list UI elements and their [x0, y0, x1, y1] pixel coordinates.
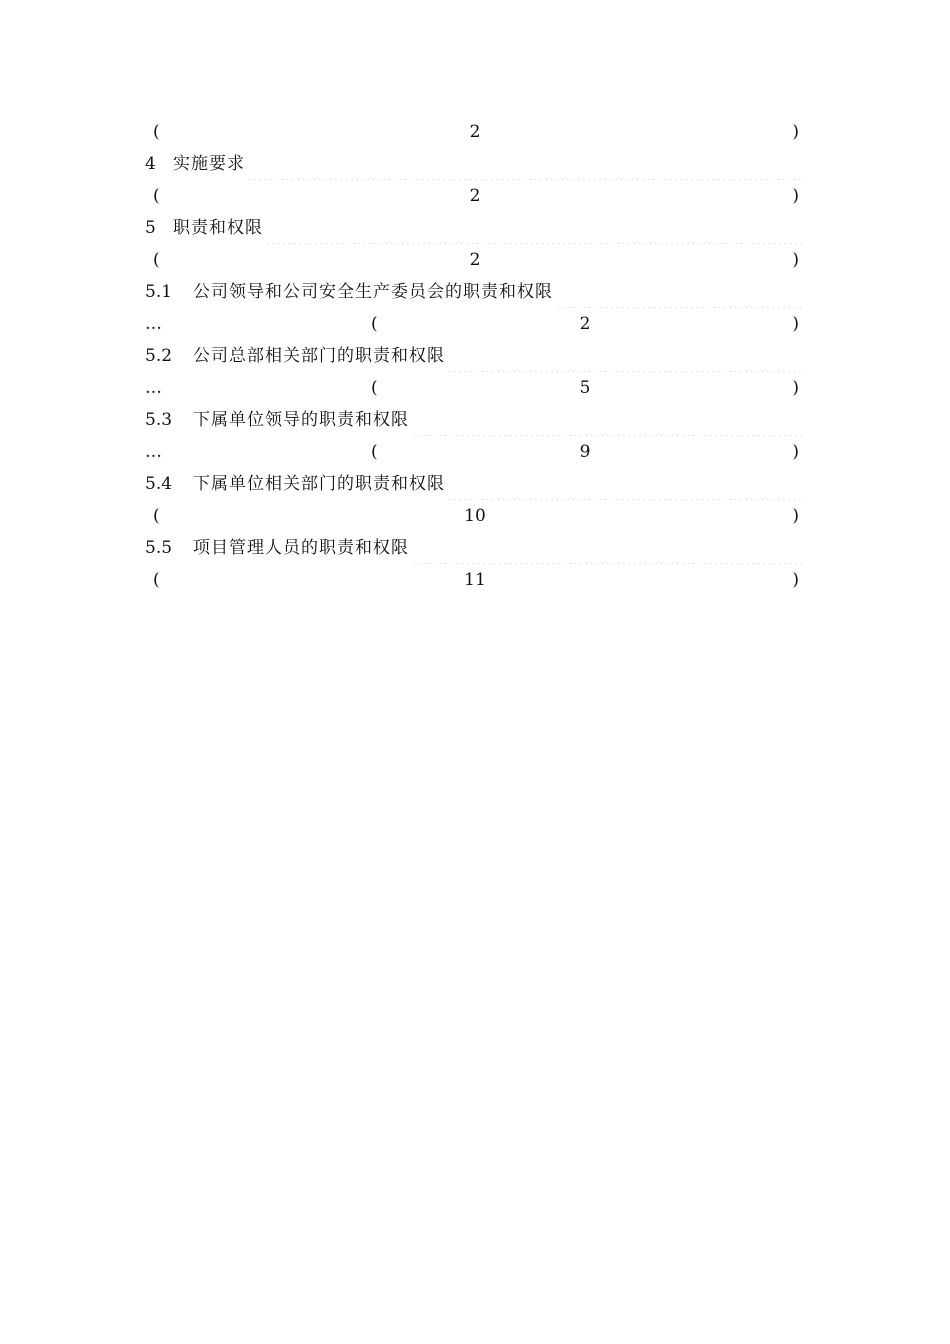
section-number: 4	[145, 154, 156, 174]
close-paren: )	[792, 506, 799, 526]
toc-entry-5-1[interactable]	[145, 276, 805, 308]
page-number: 2	[579, 314, 591, 334]
section-number: 5	[145, 218, 156, 238]
page-number: 2	[469, 250, 481, 270]
toc-page-line	[145, 372, 805, 404]
leader-overflow: …	[145, 378, 160, 398]
section-number: 5.5	[145, 538, 173, 558]
toc-entry-5-4[interactable]	[145, 468, 805, 500]
page-number: 2	[469, 186, 481, 206]
page-number: 2	[469, 122, 481, 142]
section-title: 公司领导和公司安全生产委员会的职责和权限	[193, 282, 553, 302]
section-title: 下属单位相关部门的职责和权限	[193, 474, 445, 494]
section-title: 实施要求	[173, 154, 245, 174]
section-number: 5.2	[145, 346, 173, 366]
close-paren: )	[792, 378, 799, 398]
section-number: 5.1	[145, 282, 173, 302]
toc-entry-5-3[interactable]	[145, 404, 805, 436]
leader-overflow: …	[145, 442, 160, 462]
section-title: 职责和权限	[173, 218, 263, 238]
open-paren: (	[371, 442, 378, 462]
page-number: 5	[579, 378, 591, 398]
open-paren: (	[153, 570, 160, 590]
dot-leader	[447, 340, 805, 372]
toc-entry-5-2[interactable]	[145, 340, 805, 372]
leader-overflow: …	[145, 314, 160, 334]
dot-leader	[447, 468, 805, 500]
close-paren: )	[792, 314, 799, 334]
close-paren: )	[792, 250, 799, 270]
close-paren: )	[792, 122, 799, 142]
section-title: 公司总部相关部门的职责和权限	[193, 346, 445, 366]
page-number: 10	[464, 506, 486, 526]
page-number: 9	[579, 442, 591, 462]
toc-page-line	[145, 116, 805, 148]
toc-page-line	[145, 180, 805, 212]
page-number: 11	[464, 570, 486, 590]
dot-leader	[411, 404, 805, 436]
section-number: 5.4	[145, 474, 173, 494]
close-paren: )	[792, 570, 799, 590]
dot-leader	[247, 148, 805, 180]
dot-leader	[265, 212, 805, 244]
open-paren: (	[371, 314, 378, 334]
toc-page-line	[145, 308, 805, 340]
toc-entry-5-5[interactable]	[145, 532, 805, 564]
open-paren: (	[153, 250, 160, 270]
toc-entry-4[interactable]	[145, 148, 805, 180]
close-paren: )	[792, 186, 799, 206]
toc-page-line	[145, 436, 805, 468]
open-paren: (	[371, 378, 378, 398]
dot-leader	[411, 532, 805, 564]
open-paren: (	[153, 506, 160, 526]
section-number: 5.3	[145, 410, 173, 430]
open-paren: (	[153, 122, 160, 142]
toc-page-line	[145, 244, 805, 276]
close-paren: )	[792, 442, 799, 462]
toc-page-line	[145, 564, 805, 596]
toc-page-line	[145, 500, 805, 532]
section-title: 项目管理人员的职责和权限	[193, 538, 409, 558]
toc-entry-5[interactable]	[145, 212, 805, 244]
table-of-contents	[145, 116, 805, 596]
dot-leader	[555, 276, 805, 308]
section-title: 下属单位领导的职责和权限	[193, 410, 409, 430]
open-paren: (	[153, 186, 160, 206]
